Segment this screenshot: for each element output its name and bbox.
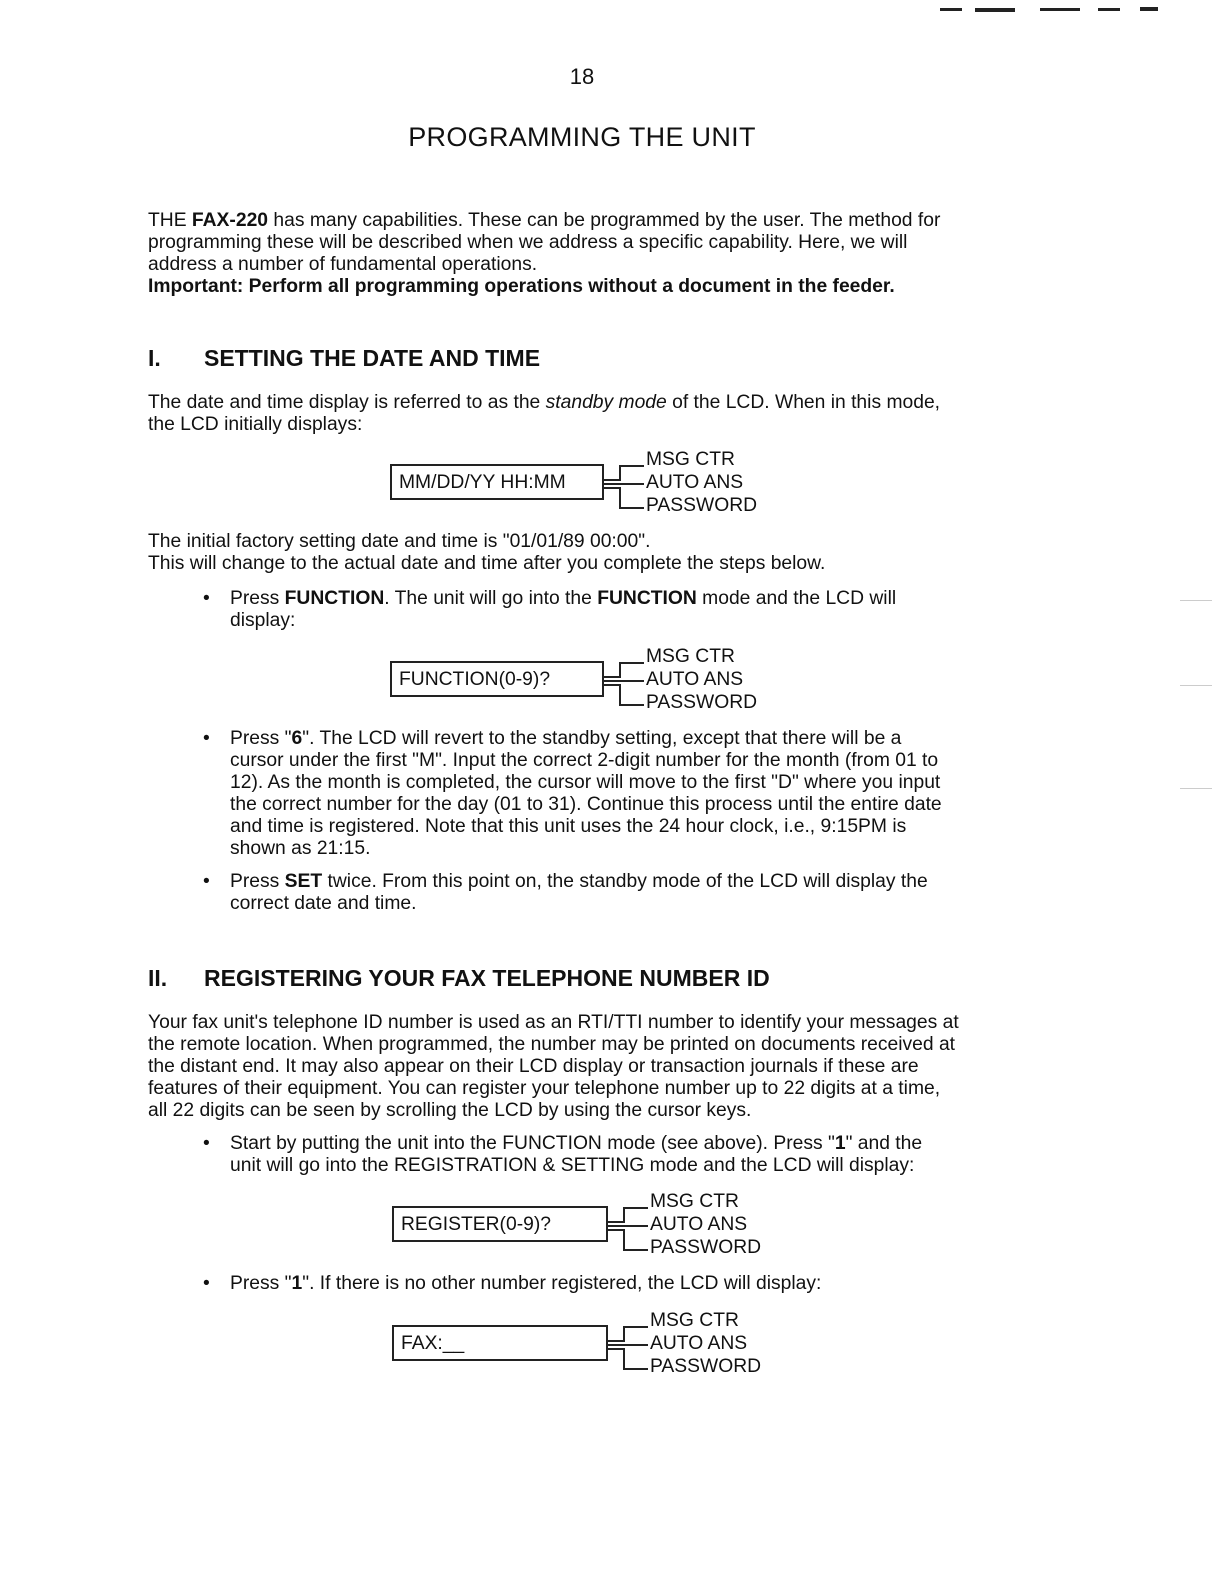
lcd-connector xyxy=(606,1200,648,1258)
lcd-display-register xyxy=(392,1206,608,1242)
lcd-connector xyxy=(606,1319,648,1377)
indicator-msg-ctr: MSG CTR xyxy=(646,449,735,470)
indicator-auto-ans: AUTO ANS xyxy=(650,1214,748,1235)
indicator-msg-ctr: MSG CTR xyxy=(646,646,735,667)
scan-mark xyxy=(975,8,1015,12)
list-item: • Start by putting the unit into the FUNCTION mode (see above). Press "1" and the unit will go into the REGISTRATION & SETTING mode and the LCD will display: xyxy=(203,1133,923,1176)
lcd-display-fax xyxy=(392,1325,608,1361)
scan-line xyxy=(1180,788,1212,789)
lcd-indicators xyxy=(646,448,757,517)
lcd-text: REGISTER(0-9)? xyxy=(401,1214,551,1235)
indicator-password: PASSWORD xyxy=(650,1237,762,1258)
factory-setting-paragraph: The initial factory setting date and time is "01/01/89 00:00". This will change to the actual date and time after you complete the steps below. xyxy=(148,531,826,574)
list-item: • Press SET twice. From this point on, the standby mode of the LCD will display the correct date and time. xyxy=(203,871,928,914)
lcd-indicators xyxy=(646,645,757,714)
list-item: • Press "6". The LCD will revert to the standby setting, except that there will be a cursor under the first "M". Input the correct 2-digit number for the month (from 01 to 12). As the month is completed, the cursor will move to the first "D" where you input the correct number for the day (01 to 31). Continue this process until the entire date and time is registered. Note that this unit uses the 24 hour clock, i.e., 9:15PM is shown as 21:15. xyxy=(203,728,942,859)
list-item: • Press FUNCTION. The unit will go into the FUNCTION mode and the LCD will display: xyxy=(203,588,897,631)
indicator-password: PASSWORD xyxy=(646,692,758,713)
section-heading-fax-id: II. REGISTERING YOUR FAX TELEPHONE NUMBER ID xyxy=(148,965,770,991)
lcd-connector xyxy=(602,458,644,516)
lcd-display-standby xyxy=(390,464,604,500)
scan-mark xyxy=(940,8,962,11)
lcd-text: MM/DD/YY HH:MM xyxy=(399,472,566,493)
lcd-text: FAX:__ xyxy=(401,1333,465,1354)
section2-paragraph: Your fax unit's telephone ID number is used as an RTI/TTI number to identify your messages at the remote location. When programmed, the number may be printed on documents received at the distant end. It may also appear on their LCD display or transaction journals if these are features of their equipment. You can register your telephone number up to 22 digits at a time, all 22 digits can be seen by scrolling the LCD by using the cursor keys. xyxy=(148,1012,959,1121)
indicator-password: PASSWORD xyxy=(646,495,758,516)
intro-paragraph: THE FAX-220 has many capabilities. These can be programmed by the user. The method for programming these will be described when we address a specific capability. Here, we will address a number of fundamental operations. Important: Perform all programming operations without a document in the feeder. xyxy=(148,210,941,297)
model-name: FAX-220 xyxy=(191,210,269,231)
indicator-msg-ctr: MSG CTR xyxy=(650,1191,739,1212)
section-heading-date-time: I. SETTING THE DATE AND TIME xyxy=(148,345,541,371)
lcd-text: FUNCTION(0-9)? xyxy=(399,669,551,690)
indicator-auto-ans: AUTO ANS xyxy=(650,1333,748,1354)
lcd-indicators xyxy=(650,1190,761,1259)
page-number: 18 xyxy=(569,64,595,89)
indicator-msg-ctr: MSG CTR xyxy=(650,1310,739,1331)
list-item: • Press "1". If there is no other number registered, the LCD will display: xyxy=(203,1273,822,1294)
lcd-indicators xyxy=(650,1309,761,1378)
scan-mark xyxy=(1098,8,1120,11)
important-note: Important: Perform all programming operations without a document in the feeder. xyxy=(148,276,895,297)
scan-mark xyxy=(1040,8,1080,11)
scan-line xyxy=(1180,600,1212,601)
section1-paragraph: The date and time display is referred to as the standby mode of the LCD. When in this mode, the LCD initially displays: xyxy=(148,392,941,435)
lcd-connector xyxy=(602,655,644,713)
page-title: PROGRAMMING THE UNIT xyxy=(408,122,756,152)
lcd-display-function xyxy=(390,661,604,697)
indicator-auto-ans: AUTO ANS xyxy=(646,669,744,690)
scan-line xyxy=(1180,685,1212,686)
indicator-auto-ans: AUTO ANS xyxy=(646,472,744,493)
indicator-password: PASSWORD xyxy=(650,1356,762,1377)
scan-mark xyxy=(1140,7,1158,11)
